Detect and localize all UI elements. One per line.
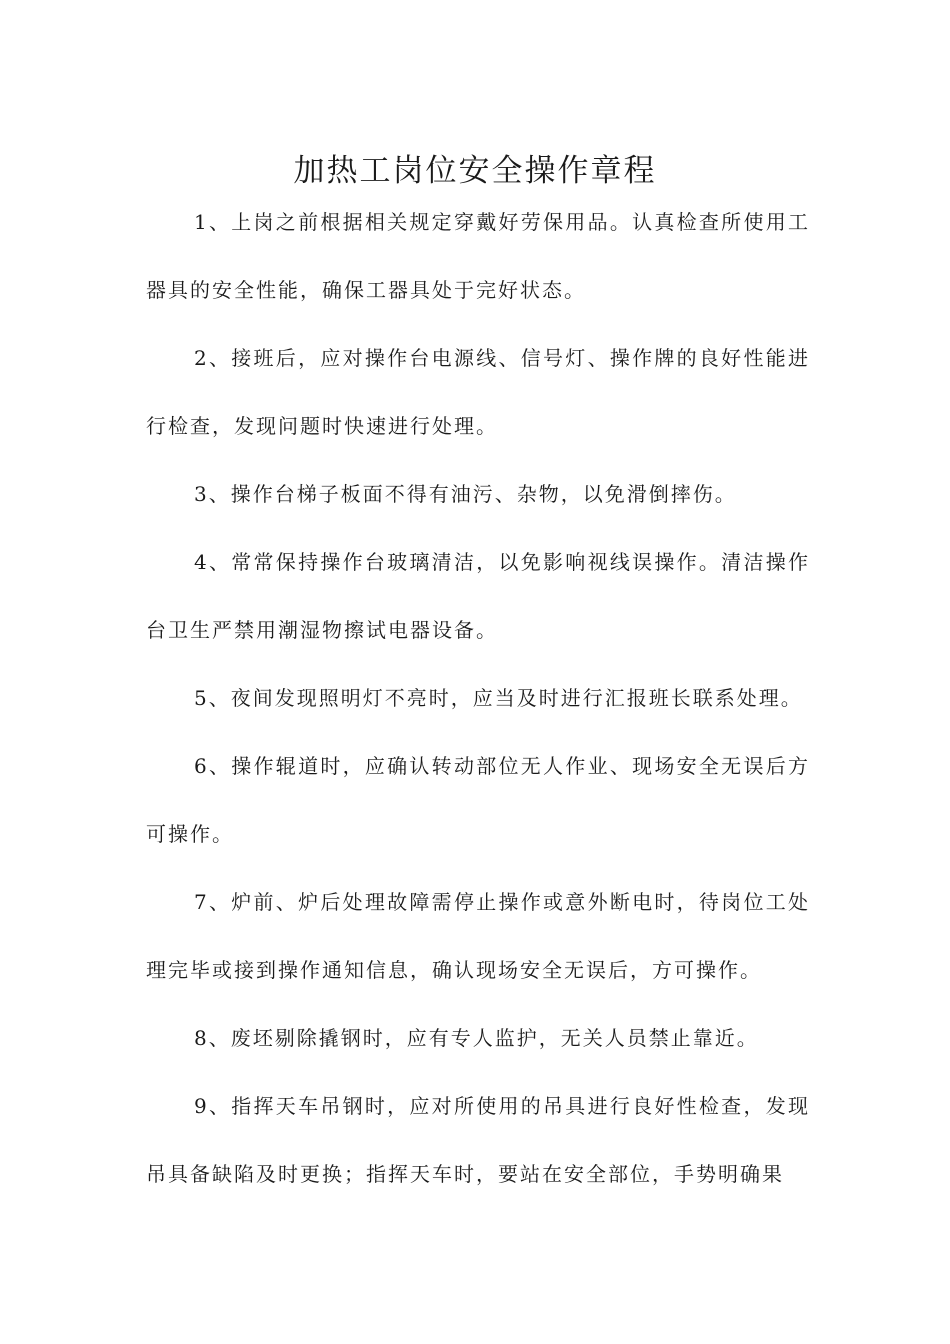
paragraph-1: 1、上岗之前根据相关规定穿戴好劳保用品。认真检查所使用工器具的安全性能，确保工器具处于完好状态。 [146,210,810,302]
paragraph-8: 8、废坯剔除撬钢时，应有专人监护，无关人员禁止靠近。 [194,1026,759,1050]
document-body [146,188,810,1208]
paragraph-6: 6、操作辊道时，应确认转动部位无人作业、现场安全无误后方可操作。 [146,754,810,846]
paragraph-2: 2、接班后，应对操作台电源线、信号灯、操作牌的良好性能进行检查，发现问题时快速进行处理。 [146,346,810,438]
paragraph-7: 7、炉前、炉后处理故障需停止操作或意外断电时，待岗位工处理完毕或接到操作通知信息，确认现场安全无误后，方可操作。 [146,890,810,982]
paragraph-9: 9、指挥天车吊钢时，应对所使用的吊具进行良好性检查，发现吊具备缺陷及时更换；指挥天车时，要站在安全部位，手势明确果 [146,1094,810,1186]
paragraph-5: 5、夜间发现照明灯不亮时，应当及时进行汇报班长联系处理。 [194,686,803,710]
document-title: 加热工岗位安全操作章程 [293,152,657,189]
paragraph-3: 3、操作台梯子板面不得有油污、杂物，以免滑倒摔伤。 [194,482,737,506]
paragraph-4: 4、常常保持操作台玻璃清洁，以免影响视线误操作。清洁操作台卫生严禁用潮湿物擦试电器设备。 [146,550,810,642]
